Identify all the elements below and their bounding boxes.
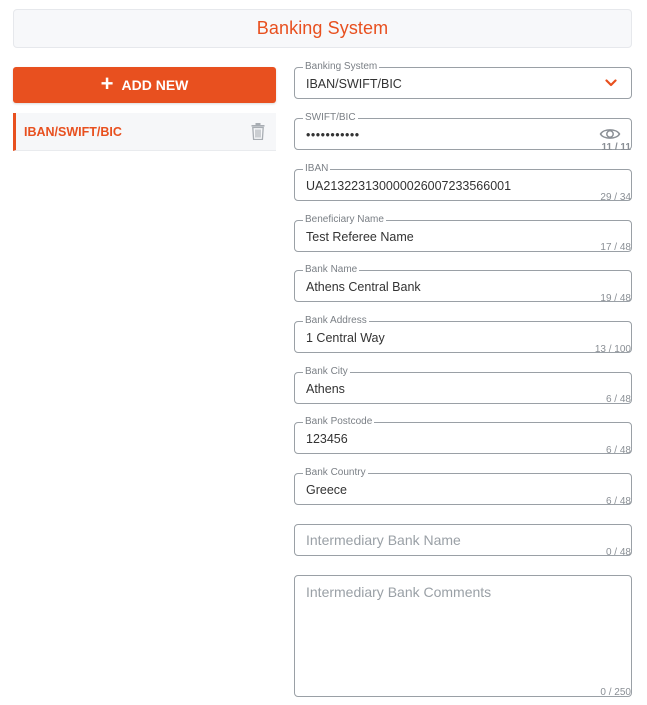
plus-icon: + xyxy=(100,71,114,96)
bank-address-label: Bank Address xyxy=(305,315,367,326)
bank-address-counter: 13 / 100 xyxy=(594,344,631,355)
sidebar-item-label: IBAN/SWIFT/BIC xyxy=(24,124,122,139)
sidebar-item-iban-swift-bic[interactable] xyxy=(13,113,276,151)
add-new-button[interactable] xyxy=(13,67,276,103)
beneficiary-name-label: Beneficiary Name xyxy=(305,214,384,225)
intermediary-bank-comments-counter: 0 / 250 xyxy=(600,687,631,698)
intermediary-bank-name-placeholder: Intermediary Bank Name xyxy=(306,532,461,548)
bank-country-counter: 6 / 48 xyxy=(605,496,631,507)
swift-bic-counter: 11 / 11 xyxy=(601,142,631,153)
swift-bic-field[interactable] xyxy=(294,112,632,150)
iban-counter: 29 / 34 xyxy=(600,192,631,203)
bank-city-value: Athens xyxy=(306,382,345,396)
banking-system-label: Banking System xyxy=(305,61,378,72)
bank-country-label: Bank Country xyxy=(305,467,366,478)
bank-postcode-counter: 6 / 48 xyxy=(605,445,631,456)
bank-country-field[interactable] xyxy=(294,467,632,505)
banking-system-select[interactable] xyxy=(294,61,632,99)
bank-city-field[interactable] xyxy=(294,366,632,404)
intermediary-bank-comments-placeholder: Intermediary Bank Comments xyxy=(306,584,492,600)
iban-value: UA213223130000026007233566001 xyxy=(306,179,512,193)
swift-bic-value: ••••••••••• xyxy=(306,128,360,142)
swift-bic-label: SWIFT/BIC xyxy=(305,112,356,123)
bank-name-counter: 19 / 48 xyxy=(600,293,631,304)
intermediary-bank-comments-field[interactable] xyxy=(294,575,632,697)
bank-name-label: Bank Name xyxy=(305,264,358,275)
bank-postcode-field[interactable] xyxy=(294,416,632,454)
beneficiary-name-field[interactable] xyxy=(294,214,632,252)
banking-system-value: IBAN/SWIFT/BIC xyxy=(306,77,402,91)
page-title: Banking System xyxy=(256,18,389,38)
trash-icon[interactable] xyxy=(250,123,266,141)
add-new-label: ADD NEW xyxy=(121,77,189,93)
bank-name-value: Athens Central Bank xyxy=(306,280,421,294)
intermediary-bank-name-field[interactable] xyxy=(294,524,632,556)
bank-country-value: Greece xyxy=(306,483,347,497)
chevron-down-icon[interactable] xyxy=(605,78,617,88)
bank-postcode-label: Bank Postcode xyxy=(305,416,373,427)
eye-icon[interactable] xyxy=(599,126,621,142)
iban-label: IBAN xyxy=(305,163,329,174)
page-header xyxy=(13,9,632,48)
bank-name-field[interactable] xyxy=(294,264,632,302)
beneficiary-name-value: Test Referee Name xyxy=(306,230,414,244)
bank-address-field[interactable] xyxy=(294,315,632,353)
intermediary-bank-name-counter: 0 / 48 xyxy=(605,547,631,558)
iban-field[interactable] xyxy=(294,163,632,201)
bank-postcode-value: 123456 xyxy=(306,432,348,446)
bank-city-counter: 6 / 48 xyxy=(605,394,631,405)
beneficiary-name-counter: 17 / 48 xyxy=(600,242,631,253)
bank-address-value: 1 Central Way xyxy=(306,331,385,345)
bank-city-label: Bank City xyxy=(305,366,348,377)
